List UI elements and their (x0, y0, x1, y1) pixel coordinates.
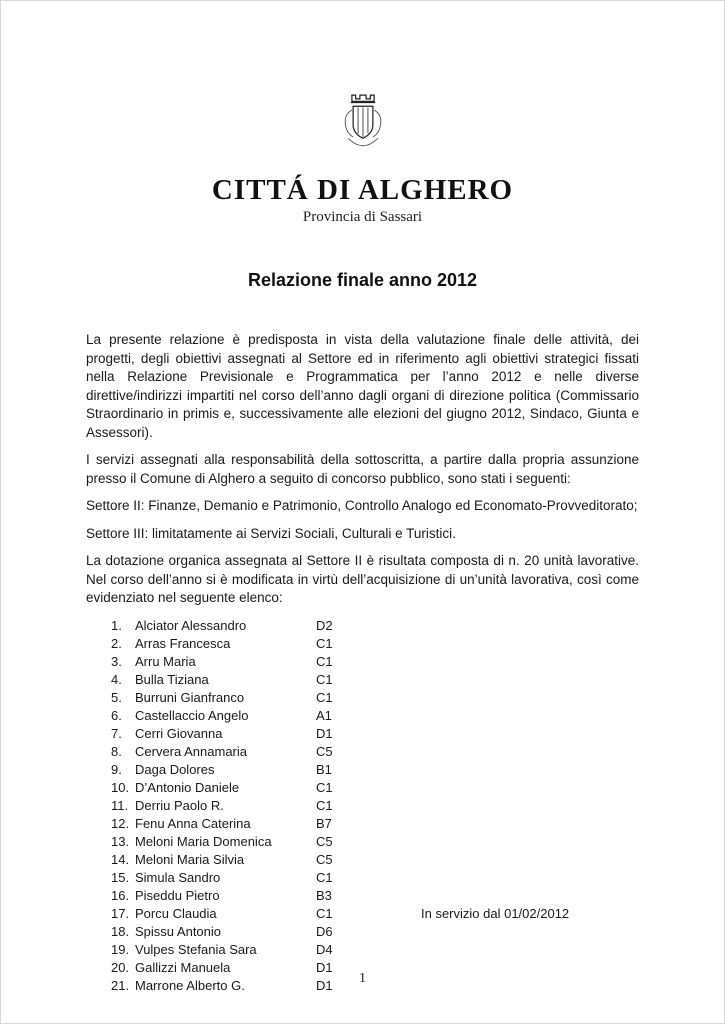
staff-row (111, 923, 639, 941)
report-title: Relazione finale anno 2012 (247, 270, 478, 290)
staff-code: D6 (316, 923, 333, 939)
staff-note (421, 635, 639, 653)
staff-code: D1 (316, 977, 333, 993)
staff-row (111, 635, 639, 653)
staff-note (421, 797, 639, 815)
staff-number: 2. (111, 635, 122, 651)
staff-code: C1 (316, 779, 333, 795)
staff-row (111, 743, 639, 761)
staff-name: Cerri Giovanna (135, 725, 223, 741)
staff-code: C1 (316, 689, 333, 705)
staff-number: 8. (111, 743, 122, 759)
paragraph-settore-3: Settore III: limitatamente ai Servizi Sociali, Culturali e Turistici. (86, 525, 456, 541)
staff-row (111, 725, 639, 743)
staff-note (421, 689, 639, 707)
staff-name: Burruni Gianfranco (135, 689, 245, 705)
staff-note (421, 815, 639, 833)
staff-code: C1 (316, 653, 333, 669)
staff-row (111, 905, 639, 923)
staff-note: In servizio dal 01/02/2012 (421, 905, 570, 921)
staff-number: 16. (111, 887, 130, 903)
staff-number: 3. (111, 653, 122, 669)
paragraph-intro: La presente relazione è predisposta in vista della valutazione finale delle attività, dei progetti, degli obiettivi assegnati al Settore ed in riferimento agli obiettivi strategici fissati nella Relazione Previsionale e Programmatica per l’anno 2012 e nelle diverse direttive/indirizzi impartiti nel corso dell’anno dagli organi di direzione politica (Commissario Straordinario in primis e, successivamente alle elezioni del giugno 2012, Sindaco, Giunta e Assessori). (86, 332, 639, 440)
staff-note (421, 941, 639, 959)
staff-code: C5 (316, 833, 333, 849)
staff-row (111, 869, 639, 887)
staff-note (421, 779, 639, 797)
staff-name: Alciator Alessandro (135, 617, 247, 633)
coat-of-arms-icon (86, 89, 639, 168)
staff-code: B7 (316, 815, 332, 831)
staff-number: 1. (111, 617, 122, 633)
staff-code: D2 (316, 617, 333, 633)
staff-note (421, 653, 639, 671)
staff-number: 17. (111, 905, 130, 921)
staff-name: Vulpes Stefania Sara (135, 941, 257, 957)
staff-code: D1 (316, 959, 333, 975)
staff-name: Meloni Maria Domenica (135, 833, 272, 849)
staff-number: 19. (111, 941, 130, 957)
staff-code: C5 (316, 851, 333, 867)
staff-code: C1 (316, 869, 333, 885)
staff-note (421, 923, 639, 941)
staff-row (111, 851, 639, 869)
staff-number: 13. (111, 833, 130, 849)
staff-row (111, 815, 639, 833)
staff-name: D’Antonio Daniele (135, 779, 240, 795)
staff-name: Porcu Claudia (135, 905, 217, 921)
staff-code: C1 (316, 671, 333, 687)
staff-name: Meloni Maria Silvia (135, 851, 245, 867)
staff-row (111, 779, 639, 797)
staff-code: C1 (316, 635, 333, 651)
staff-name: Arru Maria (135, 653, 196, 669)
staff-list (86, 617, 639, 995)
staff-note (421, 761, 639, 779)
staff-row (111, 689, 639, 707)
staff-number: 4. (111, 671, 122, 687)
staff-number: 12. (111, 815, 130, 831)
staff-code: D1 (316, 725, 333, 741)
paragraph-dotazione: La dotazione organica assegnata al Settore II è risultata composta di n. 20 unità lavorative. Nel corso dell’anno si è modificata in virtù dell’acquisizione di un’unità lavorativa, così come evidenziato nel seguente elenco: (86, 553, 639, 605)
staff-number: 21. (111, 977, 130, 993)
staff-code: C5 (316, 743, 333, 759)
page-number: 1 (359, 971, 366, 986)
staff-note (421, 869, 639, 887)
staff-row (111, 617, 639, 635)
staff-number: 6. (111, 707, 122, 723)
staff-number: 5. (111, 689, 122, 705)
staff-code: C1 (316, 797, 333, 813)
staff-note (421, 725, 639, 743)
staff-row (111, 887, 639, 905)
staff-row (111, 707, 639, 725)
staff-name: Castellaccio Angelo (135, 707, 249, 723)
staff-note (421, 671, 639, 689)
staff-code: C1 (316, 905, 333, 921)
staff-name: Fenu Anna Caterina (135, 815, 251, 831)
staff-code: A1 (316, 707, 332, 723)
staff-code: D4 (316, 941, 333, 957)
staff-note (421, 851, 639, 869)
city-title: CITTÁ DI ALGHERO (211, 174, 514, 206)
staff-name: Derriu Paolo R. (135, 797, 224, 813)
staff-row (111, 653, 639, 671)
staff-name: Cervera Annamaria (135, 743, 247, 759)
page-content (1, 1, 724, 995)
staff-number: 15. (111, 869, 130, 885)
staff-number: 14. (111, 851, 130, 867)
staff-code: B1 (316, 761, 332, 777)
staff-row (111, 797, 639, 815)
body-text (86, 331, 639, 995)
staff-name: Spissu Antonio (135, 923, 222, 939)
staff-number: 10. (111, 779, 130, 795)
staff-name: Marrone Alberto G. (135, 977, 245, 993)
staff-note (421, 887, 639, 905)
staff-number: 18. (111, 923, 130, 939)
staff-name: Piseddu Pietro (135, 887, 220, 903)
staff-name: Gallizzi Manuela (135, 959, 231, 975)
paragraph-services: I servizi assegnati alla responsabilità della sottoscritta, a partire dalla propria assunzione presso il Comune di Alghero a seguito di concorso pubblico, sono stati i seguenti: (86, 452, 639, 486)
staff-number: 20. (111, 959, 130, 975)
staff-code: B3 (316, 887, 332, 903)
staff-note (421, 743, 639, 761)
staff-name: Bulla Tiziana (135, 671, 209, 687)
paragraph-settore-2: Settore II: Finanze, Demanio e Patrimonio, Controllo Analogo ed Economato-Provveditorato; (86, 498, 638, 513)
province-subtitle: Provincia di Sassari (302, 209, 423, 225)
staff-number: 9. (111, 761, 122, 777)
staff-name: Daga Dolores (135, 761, 215, 777)
staff-row (111, 833, 639, 851)
staff-number: 7. (111, 725, 122, 741)
staff-note (421, 707, 639, 725)
staff-note (421, 617, 639, 635)
staff-name: Arras Francesca (135, 635, 231, 651)
staff-name: Simula Sandro (135, 869, 221, 885)
staff-number: 11. (111, 797, 129, 813)
staff-note (421, 833, 639, 851)
staff-row (111, 761, 639, 779)
staff-row (111, 671, 639, 689)
staff-row (111, 941, 639, 959)
